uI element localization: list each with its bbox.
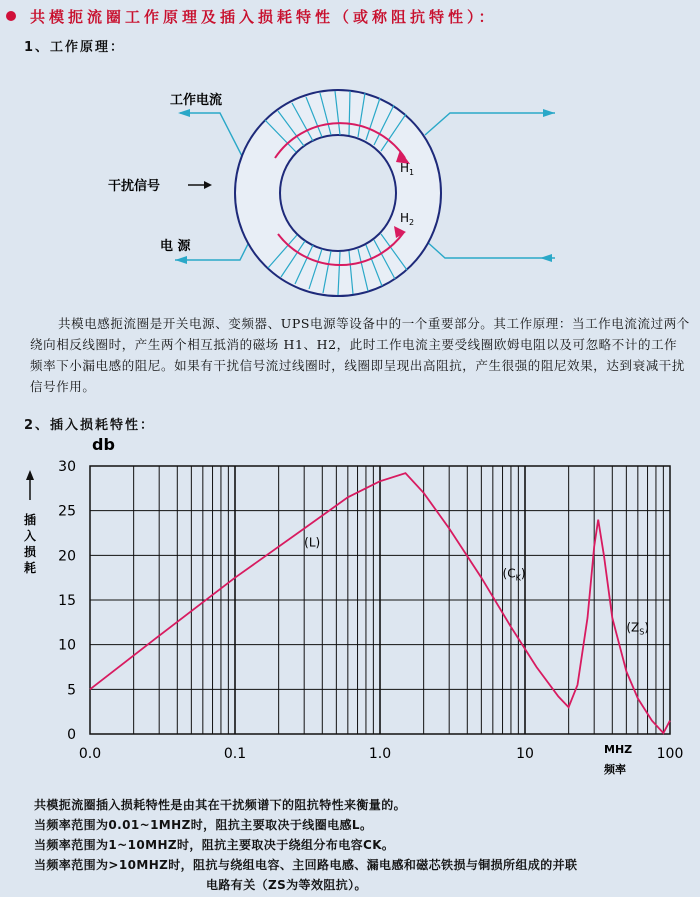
footnote-1: 共模扼流圈插入损耗特性是由其在干扰频谱下的阻抗特性来衡量的。 [34,798,407,812]
y-tick-label: 5 [67,682,76,699]
interference-arrow-icon [204,181,212,189]
arrow-out-top-icon [543,109,555,117]
x-tick-label: 1.0 [368,746,392,762]
footnote-2: 当频率范围为0.01~1MHZ时，阻抗主要取决于线圈电感L。 [34,818,373,832]
y-tick-label: 0 [67,727,76,743]
arrow-out-bottom-icon [175,256,187,264]
footnote-4: 当频率范围为>10MHZ时，阻抗与绕组电容、主回路电感、漏电感和磁芯铁损与铜损所组成的并联 [34,858,578,872]
y-tick-label: 30 [58,459,76,475]
x-tick-label: 0.0 [78,746,102,762]
arrow-in-top-icon [178,109,190,117]
curve-annotation: (L) [304,535,321,550]
section-1-heading: 1、工作原理： [24,40,126,55]
y-unit-label: db [92,435,115,454]
footnote-5: 电路有关（ZS为等效阻抗）。 [206,878,367,892]
x-tick-label: 10 [516,746,534,762]
title-row [6,4,498,28]
y-tick-labels [58,459,76,743]
label-interference: 干扰信号 [108,179,161,194]
curve-annotations [304,535,649,636]
section-2-heading: 2、插入损耗特性： [24,418,156,433]
chart-grid [90,466,670,734]
page-title: 共模扼流圈工作原理及插入损耗特性（或称阻抗特性）： [30,7,498,26]
x-tick-labels [79,746,684,762]
label-h1: $H_1$ [400,161,415,177]
curve-annotation: $(Z_S)$ [626,620,650,637]
choke-diagram [100,80,580,310]
toroid-inner-ring [280,135,396,251]
y-axis-title: 插入损耗 [24,513,37,575]
label-h2: $H_2$ [400,211,415,227]
label-work-current: 工作电流 [170,93,223,108]
arrow-in-bottom-icon [540,254,552,262]
curve-annotation: $(C_K)$ [502,566,526,583]
y-tick-label: 10 [58,637,76,654]
y-tick-label: 15 [58,593,76,609]
footnote-3: 当频率范围为1~10MHZ时，阻抗主要取决于绕组分布电容CK。 [34,838,395,852]
x-tick-label: 0.1 [223,746,247,762]
x-axis-title: 频率 [604,763,626,776]
label-power: 电 源 [160,239,191,254]
x-unit-label: MHZ [604,743,633,756]
x-tick-label: 100 [656,746,684,762]
y-tick-label: 20 [58,548,76,565]
y-axis-arrow-icon [26,470,34,480]
insertion-loss-chart [0,430,700,800]
principle-paragraph: 共模电感扼流圈是开关电源、变频器、UPS电源等设备中的一个重要部分。其工作原理：当工作电流流过两个绕向相反线圈时，产生两个相互抵消的磁场 H1、H2，此时工作电流主要受线圈欧姆电阻以及可忽略不计的工作频率下小漏电感的阻尼。如果有干扰信号流过线圈时，线圈即呈现出高阻抗，产生很强的阻尼效果，达到衰减干扰信号作用。 [30,316,690,394]
bullet-icon [6,11,16,21]
y-tick-label: 25 [58,503,76,520]
